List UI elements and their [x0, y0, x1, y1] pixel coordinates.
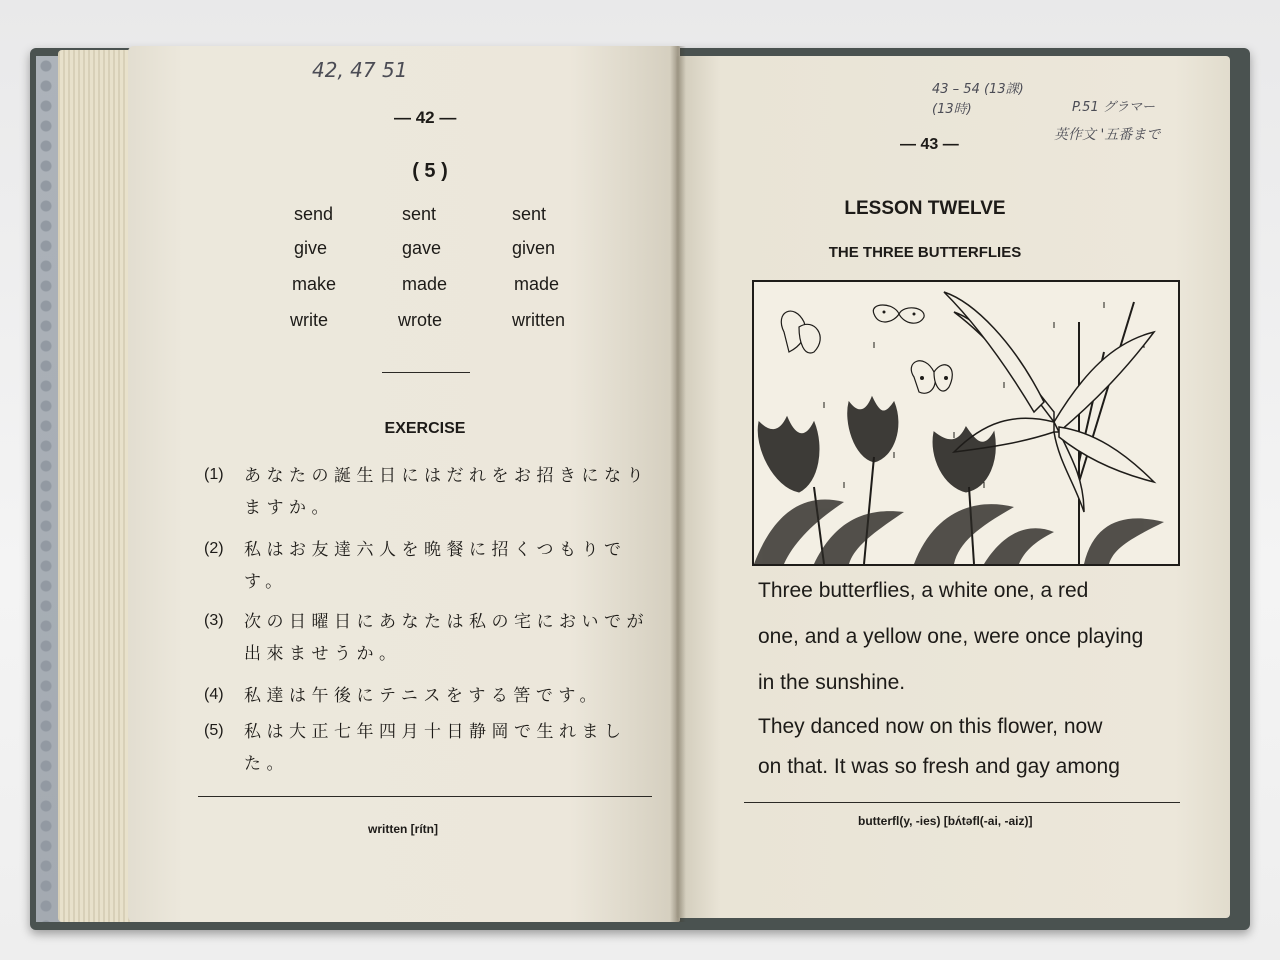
right-pencil-note-range: 43 – 54 (13課) — [932, 82, 1024, 97]
exercise-text: 私達は午後にテニスをする筈です。 — [244, 686, 602, 706]
story-line: on that. It was so fresh and gay among — [758, 755, 1120, 778]
right-pencil-note-hours: (13時) — [932, 102, 972, 117]
exercise-number: (5) — [204, 722, 224, 739]
exercise-text: 私は大正七年四月十日静岡で生れました。 — [244, 722, 627, 774]
verb-participle: made — [514, 274, 560, 294]
exercise-number: (3) — [204, 612, 224, 629]
story-line: in the sunshine. — [758, 671, 906, 694]
verb-participle: sent — [512, 204, 547, 224]
exercise-text: 次の日曜日にあなたは私の宅においでが出來ませうか。 — [244, 612, 649, 664]
verb-base: send — [294, 204, 334, 224]
verb-participle: given — [512, 238, 556, 258]
verb-past: sent — [402, 204, 437, 224]
verb-row — [292, 274, 559, 295]
story-line: one, and a yellow one, were once playing — [758, 625, 1144, 648]
lesson-title: LESSON TWELVE — [844, 198, 1006, 219]
footnote-rule — [198, 796, 652, 797]
section-label: ( 5 ) — [412, 160, 448, 182]
verb-base: give — [294, 238, 328, 258]
story-line: They danced now on this flower, now — [758, 715, 1103, 738]
verb-past: made — [402, 274, 448, 294]
verb-row — [294, 238, 555, 259]
exercise-text: あなたの誕生日にはだれをお招きになりますか。 — [244, 466, 649, 518]
book-gutter — [670, 46, 686, 922]
exercise-number: (2) — [204, 540, 224, 557]
left-page-number: — 42 — — [394, 108, 457, 127]
verb-row — [294, 204, 546, 225]
footnote-rule — [744, 802, 1180, 803]
right-pencil-note-grammar: P.51 グラマー — [1072, 100, 1155, 115]
verb-past: wrote — [398, 310, 443, 330]
verb-past: gave — [402, 238, 442, 258]
left-footnote: written [rítn] — [368, 822, 438, 836]
exercise-title: EXERCISE — [384, 420, 466, 437]
left-pencil-note: 42, 47 51 — [312, 58, 408, 82]
exercise-number: (1) — [204, 466, 224, 483]
right-page-number: — 43 — — [900, 136, 959, 153]
exercise-text: 私はお友達六人を晩餐に招くつもりです。 — [244, 540, 627, 592]
verb-row — [290, 310, 565, 331]
exercise-number: (4) — [204, 686, 224, 703]
verb-participle: written — [512, 310, 566, 330]
verb-base: make — [292, 274, 337, 294]
right-footnote: butterfl(y, -ies) [bʌ́təfl(-ai, -aiz)] — [858, 814, 1033, 828]
story-line: Three butterflies, a white one, a red — [758, 579, 1089, 602]
story-title: THE THREE BUTTERFLIES — [828, 244, 1022, 261]
butterflies-illustration — [752, 280, 1180, 566]
verb-base: write — [290, 310, 329, 330]
illustration-drawing — [754, 282, 1178, 564]
section-divider — [382, 372, 470, 373]
right-pencil-note-composition: 英作文 '五番まで — [1054, 127, 1161, 143]
